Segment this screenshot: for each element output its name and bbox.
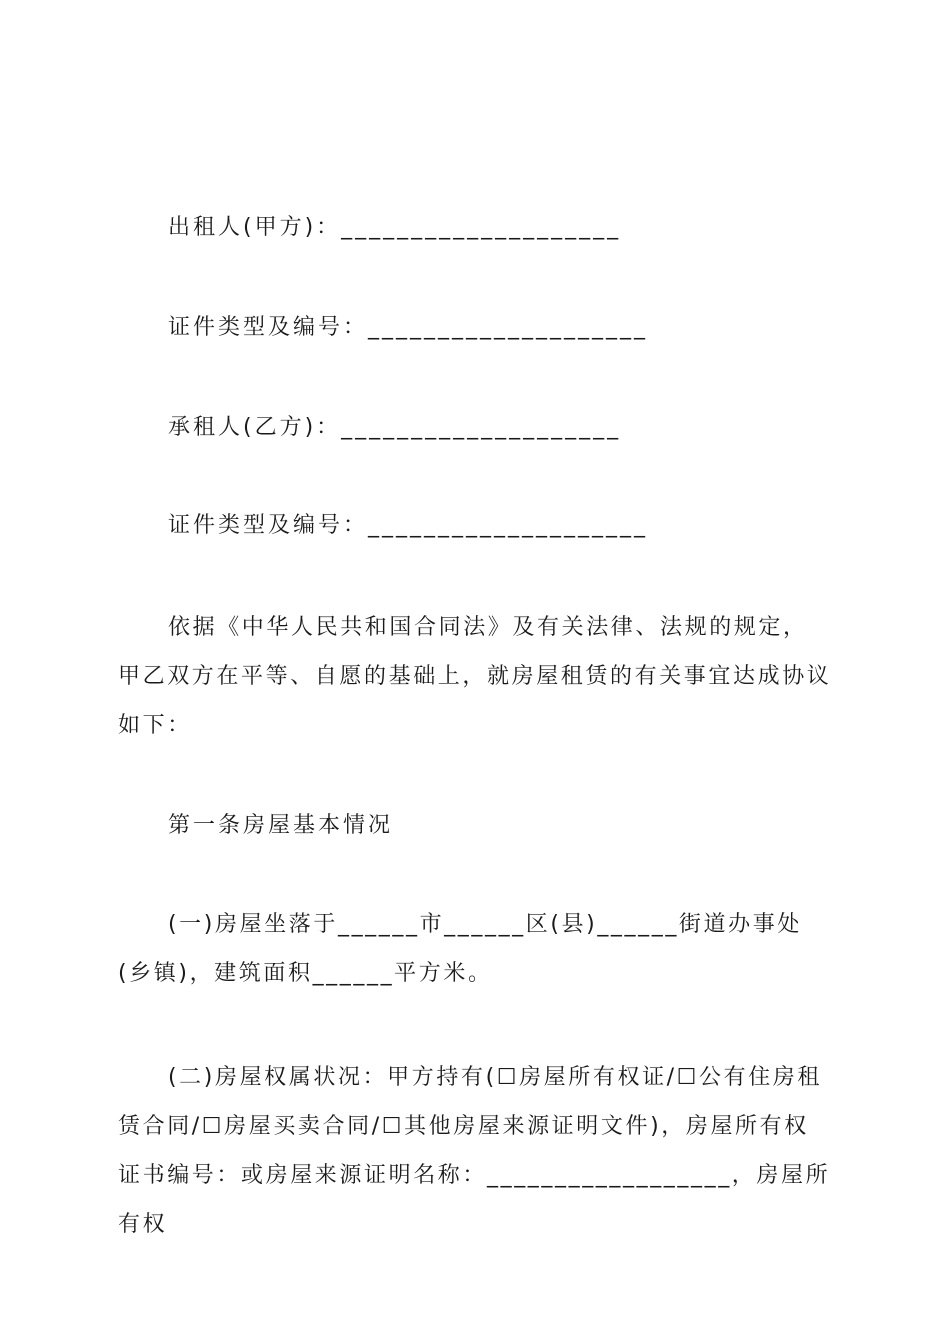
article-1-item-1: (一)房屋坐落于______市______区(县)______街道办事处(乡镇)，建筑面积______平方米。 [118, 912, 802, 986]
lessor-field: 出租人(甲方)：____________________ [168, 215, 622, 240]
article-1-item-2: (二)房屋权属状况：甲方持有(☐房屋所有权证/☐公有住房租赁合同/☐房屋买卖合同/☐其他房屋来源证明文件)，房屋所有权证书编号：或房屋来源证明名称：__________________，房屋所有权 [118, 1065, 831, 1237]
lessor-id-field: 证件类型及编号：____________________ [168, 315, 649, 340]
intro-paragraph: 依据《中华人民共和国合同法》及有关法律、法规的规定，甲乙双方在平等、自愿的基础上，就房屋租赁的有关事宜达成协议如下： [118, 615, 832, 738]
lessee-id-field: 证件类型及编号：____________________ [168, 513, 649, 538]
lessee-field: 承租人(乙方)：____________________ [168, 415, 622, 440]
article-1-heading: 第一条房屋基本情况 [168, 813, 394, 838]
